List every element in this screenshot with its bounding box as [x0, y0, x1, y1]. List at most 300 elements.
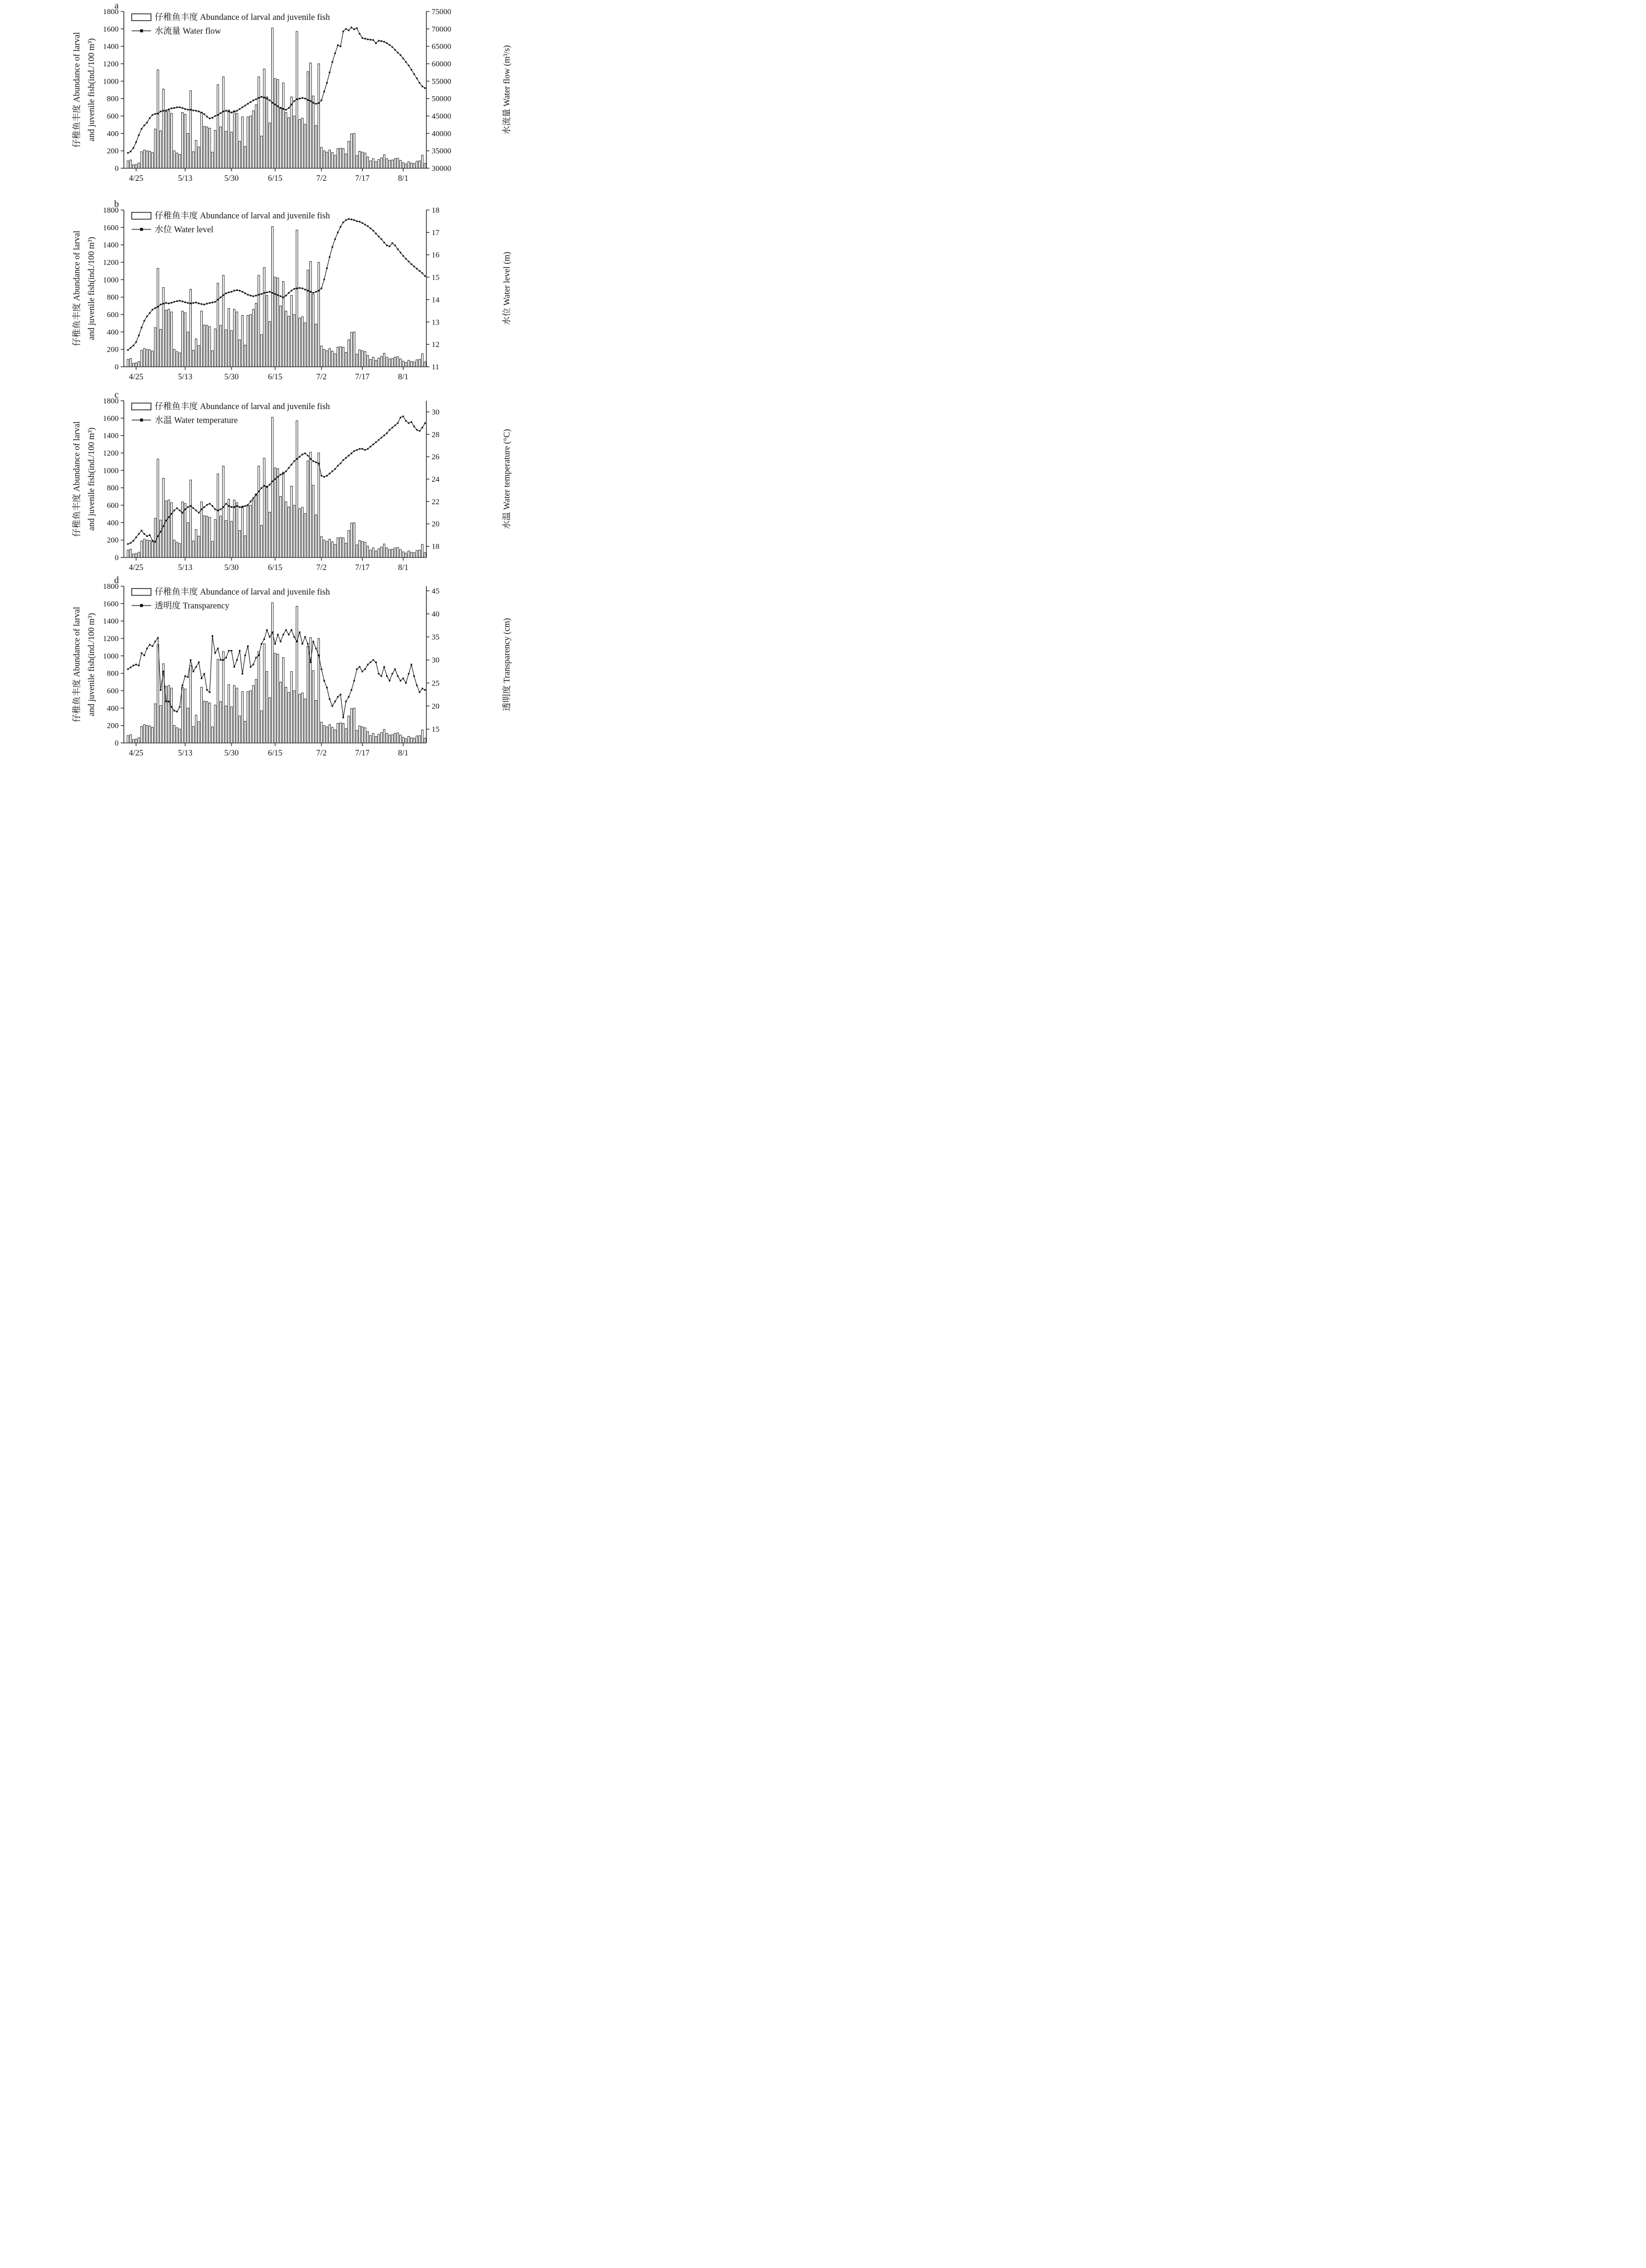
line-marker — [263, 485, 265, 486]
line-marker — [220, 112, 222, 114]
bar — [198, 147, 200, 168]
bar — [345, 353, 346, 367]
line-marker — [375, 233, 377, 235]
left-axis-tick-label: 1800 — [103, 8, 119, 16]
right-axis-tick-label: 16 — [432, 251, 439, 260]
bar — [258, 275, 260, 367]
x-axis-tick-label: 5/30 — [224, 174, 239, 183]
bar — [269, 123, 270, 168]
line-marker — [149, 534, 150, 536]
bar — [291, 486, 292, 557]
bar — [329, 539, 330, 557]
line-marker — [241, 506, 243, 508]
line-marker — [380, 40, 382, 42]
line-marker — [364, 224, 366, 225]
line-marker — [373, 659, 374, 661]
bar — [223, 466, 224, 557]
line-marker — [206, 303, 208, 305]
bar — [173, 726, 175, 743]
bar — [258, 77, 260, 168]
line-marker — [176, 507, 178, 509]
bar — [337, 724, 339, 743]
line-marker — [201, 508, 202, 510]
bar — [135, 165, 137, 169]
bar — [192, 726, 194, 743]
line-marker — [184, 301, 186, 303]
right-axis-tick-label: 30 — [432, 408, 439, 417]
bar — [282, 282, 284, 367]
line-marker — [141, 652, 142, 654]
line-marker — [165, 302, 167, 304]
line-marker — [176, 711, 178, 713]
panel-letter: a — [114, 0, 119, 10]
bar — [228, 684, 229, 743]
bar — [356, 730, 357, 743]
bar — [176, 153, 178, 168]
bar — [266, 97, 268, 168]
line-marker — [400, 417, 401, 418]
line-marker — [386, 245, 388, 246]
bar — [320, 537, 322, 557]
bar — [411, 362, 412, 367]
bar — [228, 499, 229, 557]
bar — [266, 671, 268, 743]
line-marker — [424, 689, 426, 691]
bar — [304, 514, 306, 557]
bar — [337, 149, 339, 169]
bar — [146, 726, 148, 743]
bar — [225, 520, 227, 557]
bar — [179, 543, 180, 557]
line-marker — [332, 705, 333, 707]
line-marker — [225, 110, 227, 112]
bar — [130, 549, 131, 557]
bar — [342, 149, 344, 169]
bar — [288, 692, 289, 743]
line-marker — [266, 292, 268, 293]
bar — [394, 357, 396, 367]
bar — [326, 541, 328, 557]
line-marker — [217, 299, 218, 300]
bar — [402, 552, 404, 557]
bar — [383, 353, 385, 367]
line-marker — [321, 288, 322, 289]
line-marker — [337, 44, 339, 46]
left-axis-tick-label: 1600 — [103, 414, 119, 423]
bar — [353, 332, 355, 367]
bar — [413, 738, 415, 743]
line-marker — [340, 694, 341, 695]
line-marker — [367, 225, 368, 227]
bar — [138, 163, 140, 168]
legend — [132, 211, 330, 235]
bar — [152, 542, 153, 557]
line-marker — [187, 109, 189, 111]
line-marker — [228, 650, 229, 652]
line-marker — [422, 427, 423, 428]
bar — [152, 351, 153, 367]
bar — [424, 164, 426, 168]
bar — [198, 536, 200, 557]
right-axis-tick-label: 65000 — [432, 42, 451, 51]
line-marker — [206, 116, 208, 118]
line-marker — [176, 300, 178, 302]
bar — [400, 160, 401, 168]
line-marker — [182, 684, 183, 686]
line-marker — [201, 678, 202, 679]
bar — [356, 354, 357, 367]
bar — [356, 156, 357, 168]
bar — [282, 658, 284, 743]
left-axis-tick-label: 1400 — [103, 617, 119, 626]
bar — [304, 323, 306, 367]
bar — [299, 509, 300, 557]
line-marker — [212, 635, 213, 637]
bar — [342, 347, 344, 367]
bar — [138, 738, 140, 743]
bar — [255, 303, 257, 367]
line-marker — [296, 99, 298, 100]
line-marker — [353, 450, 355, 452]
line-marker — [209, 118, 211, 119]
bar — [356, 545, 357, 557]
line-marker — [395, 245, 396, 246]
line-marker — [171, 706, 172, 708]
bar — [176, 728, 178, 743]
line-marker — [359, 221, 361, 223]
bar — [133, 554, 134, 557]
left-axis-tick-label: 1800 — [103, 206, 119, 215]
line-marker — [380, 238, 382, 240]
line-marker — [176, 107, 178, 108]
line-marker — [408, 673, 410, 674]
line-marker — [342, 31, 344, 32]
line-marker — [283, 634, 284, 635]
bar — [168, 111, 169, 168]
bar — [252, 111, 254, 168]
bar — [413, 362, 415, 367]
left-axis-tick-label: 1000 — [103, 276, 119, 285]
bar — [181, 502, 183, 557]
bar — [359, 541, 361, 558]
line-marker — [413, 266, 415, 267]
line-marker — [163, 110, 164, 112]
line-marker — [214, 652, 216, 654]
left-axis-tick-label: 400 — [107, 130, 119, 138]
bar — [288, 118, 289, 168]
bar — [391, 358, 393, 367]
bar — [348, 340, 350, 367]
bar — [234, 309, 235, 367]
bar — [157, 70, 159, 168]
bar — [383, 544, 385, 557]
bar — [315, 125, 317, 168]
bar — [312, 671, 314, 743]
line-marker — [157, 536, 159, 537]
bar — [421, 544, 423, 557]
bar — [359, 152, 361, 169]
bar — [299, 318, 300, 367]
left-axis-tick-label: 1000 — [103, 467, 119, 475]
bar — [130, 358, 131, 367]
line-marker — [329, 473, 330, 474]
line-marker — [228, 292, 229, 293]
line-marker — [370, 446, 372, 447]
x-axis-tick-label: 5/13 — [178, 563, 193, 572]
bar — [408, 360, 409, 367]
line-marker — [356, 668, 357, 670]
line-marker — [411, 69, 412, 71]
left-axis-title: 仔稚鱼丰度 Abundance of larval — [72, 32, 82, 148]
bar — [223, 652, 224, 743]
line-marker — [373, 39, 374, 41]
line-marker — [234, 666, 235, 668]
line-marker — [220, 659, 222, 661]
bar — [302, 118, 303, 168]
line-marker — [345, 28, 347, 30]
line-marker — [250, 666, 251, 668]
bar — [263, 644, 265, 743]
bar — [274, 468, 276, 557]
line-marker — [239, 506, 240, 508]
bar — [386, 734, 388, 743]
line-marker — [209, 302, 211, 304]
left-axis-title: 仔稚鱼丰度 Abundance of larval — [72, 421, 82, 537]
x-axis-tick-label: 7/17 — [355, 373, 370, 381]
left-axis-tick-label: 200 — [107, 536, 119, 545]
line-marker — [252, 664, 254, 666]
bar — [331, 542, 333, 557]
line-marker — [171, 302, 172, 304]
line-marker — [299, 98, 300, 99]
line-marker — [342, 717, 344, 718]
bar — [266, 295, 268, 367]
line-marker — [184, 508, 186, 510]
bar — [362, 152, 363, 168]
bar — [143, 150, 145, 168]
bar — [394, 734, 396, 743]
bar — [400, 735, 401, 743]
bar — [334, 155, 336, 168]
line-marker — [206, 689, 208, 691]
line-marker — [247, 103, 249, 104]
line-marker — [280, 474, 281, 475]
bar — [203, 516, 205, 557]
line-marker — [395, 49, 396, 51]
line-marker — [315, 103, 317, 104]
line-marker — [160, 111, 161, 112]
bar — [141, 726, 142, 743]
bar — [326, 351, 328, 367]
left-axis-title: and juvenile fish(ind./100 m³) — [86, 427, 96, 531]
line-marker — [223, 111, 224, 112]
line-marker — [304, 289, 306, 290]
line-marker — [152, 645, 153, 647]
line-marker — [236, 110, 238, 112]
line-marker — [296, 641, 298, 642]
bar — [241, 506, 243, 557]
bar — [285, 502, 287, 557]
left-axis-tick-label: 1200 — [103, 60, 119, 68]
line-marker — [402, 58, 404, 60]
line-marker — [315, 291, 317, 293]
bar — [280, 496, 281, 557]
line-marker — [413, 74, 415, 75]
line-marker — [326, 267, 328, 269]
line-marker — [130, 667, 132, 668]
bar — [154, 704, 156, 743]
line-marker — [405, 61, 407, 63]
line-marker — [334, 701, 336, 702]
line-marker — [203, 673, 205, 674]
legend — [132, 587, 330, 611]
bar — [190, 289, 191, 367]
bar — [389, 359, 390, 367]
line-marker — [334, 53, 336, 54]
line-marker — [228, 111, 229, 112]
bar — [239, 141, 240, 168]
line-marker — [340, 226, 341, 228]
line-marker — [266, 629, 268, 631]
line-marker — [323, 476, 325, 478]
bar — [416, 360, 418, 367]
line-marker — [160, 531, 161, 532]
line-marker — [165, 520, 167, 521]
left-axis-tick-label: 1600 — [103, 600, 119, 609]
bar — [362, 541, 363, 557]
bar — [225, 330, 227, 367]
bar — [269, 512, 270, 557]
bar — [277, 79, 279, 168]
bar — [127, 161, 129, 168]
bar — [152, 727, 153, 743]
line-marker — [329, 257, 330, 258]
line-marker — [201, 112, 202, 113]
line-marker — [400, 252, 401, 253]
line-marker — [386, 676, 388, 677]
left-axis-title: 仔稚鱼丰度 Abundance of larval — [72, 607, 82, 723]
bar — [187, 522, 189, 557]
line-marker — [291, 464, 292, 466]
bar — [247, 692, 249, 743]
right-axis-tick-label: 35 — [432, 633, 439, 642]
bar — [386, 548, 388, 557]
bar — [165, 310, 167, 367]
line-marker — [424, 275, 426, 277]
line-marker — [258, 97, 260, 99]
bar — [274, 78, 276, 168]
line-marker — [247, 645, 249, 647]
bar — [302, 693, 303, 743]
bar — [307, 72, 308, 168]
bar — [143, 348, 145, 367]
line-marker — [370, 228, 372, 229]
line-marker — [182, 107, 183, 109]
line-marker — [127, 668, 129, 670]
line-marker — [337, 465, 339, 467]
line-marker — [182, 300, 183, 302]
bar — [302, 317, 303, 367]
bar — [296, 230, 298, 367]
line-marker — [206, 504, 208, 506]
x-axis-tick-label: 8/1 — [398, 373, 409, 381]
bar — [296, 421, 298, 557]
left-axis-tick-label: 1200 — [103, 259, 119, 267]
bar — [135, 739, 137, 743]
line-marker — [173, 710, 175, 712]
line-marker — [157, 637, 159, 638]
bar — [234, 500, 235, 557]
line-marker — [384, 41, 385, 43]
bar — [195, 141, 197, 168]
x-axis-tick-label: 4/25 — [129, 563, 144, 572]
bar — [400, 550, 401, 557]
line-marker — [326, 475, 328, 476]
line-marker — [373, 444, 374, 445]
line-marker — [362, 671, 363, 672]
bar — [255, 104, 257, 168]
legend-line-marker — [140, 418, 143, 422]
line-marker — [217, 510, 218, 511]
bar — [304, 699, 306, 743]
line-marker — [234, 506, 235, 508]
abundance-bars — [127, 600, 426, 743]
bar — [373, 548, 374, 557]
bar — [364, 153, 366, 168]
bar — [331, 727, 333, 743]
line-marker — [375, 42, 377, 44]
right-axis-tick-label: 60000 — [432, 60, 451, 68]
bar — [296, 606, 298, 743]
right-axis-tick-label: 40000 — [432, 130, 451, 138]
panel-c — [72, 389, 512, 572]
bar — [373, 357, 374, 367]
line-marker — [378, 236, 379, 237]
line-marker — [184, 108, 186, 110]
bar — [130, 735, 131, 743]
right-axis-tick-label: 45000 — [432, 112, 451, 121]
bar — [318, 453, 319, 557]
figure-fish-abundance-vs-environment — [0, 0, 549, 756]
bar — [340, 723, 341, 743]
bar — [367, 355, 368, 367]
right-axis-tick-label: 70000 — [432, 25, 451, 34]
bar — [285, 311, 287, 367]
bar — [282, 83, 284, 168]
bar — [312, 295, 314, 367]
line-marker — [422, 86, 423, 87]
line-marker — [356, 220, 357, 222]
bar — [146, 540, 148, 557]
line-marker — [135, 664, 137, 666]
bar — [212, 541, 213, 557]
line-marker — [277, 106, 279, 107]
bar — [348, 141, 350, 168]
x-axis-tick-label: 7/17 — [355, 174, 370, 183]
line-marker — [250, 101, 251, 103]
line-marker — [272, 632, 273, 633]
line-marker — [168, 701, 170, 702]
bar — [359, 726, 361, 743]
line-marker — [261, 96, 262, 98]
bar — [258, 652, 260, 743]
line-marker — [239, 108, 240, 110]
line-marker — [250, 501, 251, 502]
line-marker — [345, 701, 347, 702]
line-marker — [378, 673, 379, 674]
line-marker — [220, 508, 222, 510]
line-marker — [294, 460, 295, 462]
